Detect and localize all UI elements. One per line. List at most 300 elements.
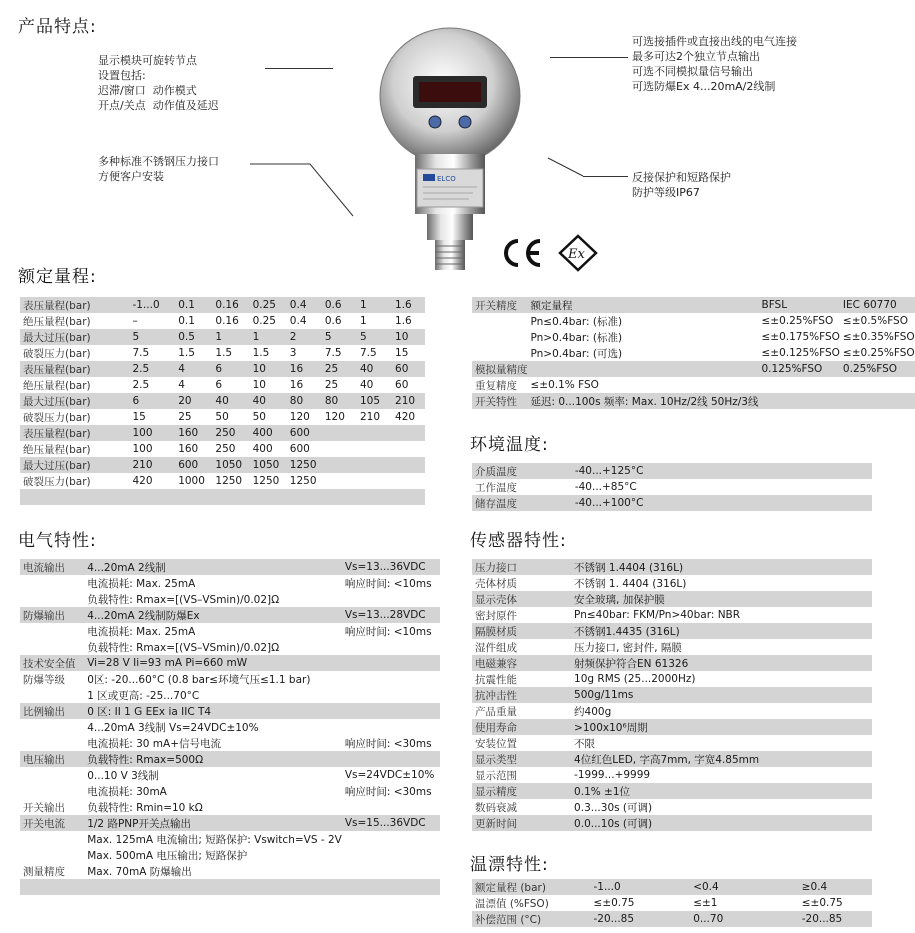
sensor-row [472,815,872,831]
ranges-value-cell: 80 [287,393,322,409]
electrical-row [20,783,440,799]
switching-value-cell: Pn>0.4bar: (可选) [528,345,759,361]
electrical-value-cell [342,719,440,735]
electrical-value-cell [342,703,440,719]
feature-note-protection: 反接保护和短路保护 防护等级IP67 [632,171,731,199]
switching-value-cell: BFSL [759,297,840,313]
electrical-label-cell: 开关电流 [20,815,84,831]
sensor-value-cell: >100x10⁶周期 [571,719,872,735]
ranges-value-cell: 400 [250,425,287,441]
ranges-value-cell: 0.6 [322,313,357,329]
sensor-value-cell: 安全玻璃, 加保护膜 [571,591,872,607]
ranges-value-cell: 600 [287,441,322,457]
electrical-value-cell: 响应时间: <30ms [342,735,440,751]
ranges-value-cell [322,457,357,473]
ranges-value-cell [357,441,392,457]
ranges-row [20,297,425,313]
ranges-value-cell: 6 [212,377,249,393]
electrical-table [20,559,440,895]
ranges-value-cell: 0.25 [250,297,287,313]
sensor-row [472,719,872,735]
ranges-row [20,393,425,409]
switching-value-cell: ≤±0.1% FSO [528,377,759,393]
electrical-label-cell [20,687,84,703]
ranges-value-cell: 120 [322,409,357,425]
ranges-row [20,345,425,361]
electrical-value-cell: Vs=24VDC±10% [342,767,440,783]
ranges-heading: 额定量程: [18,267,97,287]
switching-label-cell: 重复精度 [472,377,528,393]
ranges-value-cell: 1.5 [212,345,249,361]
switching-table [472,297,915,409]
sensor-value-cell: 不锈钢 1. 4404 (316L) [571,575,872,591]
sensor-value-cell: 压力接口, 密封件, 隔膜 [571,639,872,655]
env-heading: 环境温度: [470,435,549,455]
sensor-label-cell: 安装位置 [472,735,571,751]
ranges-value-cell [175,489,212,505]
electrical-value-cell: 响应时间: <10ms [342,623,440,639]
electrical-value-cell: 电流损耗: 30 mA+信号电流 [84,735,342,751]
sensor-label-cell: 更新时间 [472,815,571,831]
switching-row [472,377,915,393]
electrical-row [20,767,440,783]
ranges-value-cell: 60 [392,361,425,377]
env-label-cell: 介质温度 [472,463,572,479]
electrical-value-cell: 4...20mA 2线制 [84,559,342,575]
electrical-value-cell: 1/2 路PNP开关点输出 [84,815,342,831]
electrical-row [20,623,440,639]
ranges-value-cell [357,425,392,441]
drift-label-cell: 额定量程 (bar) [472,879,591,895]
ranges-label-cell: 绝压量程(bar) [20,313,129,329]
ranges-value-cell: 2 [287,329,322,345]
ranges-value-cell: 50 [250,409,287,425]
electrical-row [20,607,440,623]
ranges-value-cell: 20 [175,393,212,409]
sensor-label-cell: 电磁兼容 [472,655,571,671]
electrical-value-cell: 电流损耗: 30mA [84,783,342,799]
ranges-label-cell: 最大过压(bar) [20,329,129,345]
sensor-row [472,607,872,623]
ranges-value-cell [287,489,322,505]
electrical-value-cell: Vs=13...28VDC [342,607,440,623]
ranges-value-cell: 1 [357,297,392,313]
switching-value-cell: 0.25%FSO [840,361,915,377]
ranges-value-cell: 0.5 [175,329,212,345]
electrical-label-cell [20,591,84,607]
electrical-value-cell [342,863,440,879]
sensor-label-cell: 密封原件 [472,607,571,623]
electrical-value-cell: 0 区: II 1 G EEx ia IIC T4 [84,703,342,719]
switching-value-cell: ≤±0.35%FSO [840,329,915,345]
electrical-row [20,799,440,815]
ranges-value-cell: 210 [129,457,175,473]
switching-label-cell: 开关特性 [472,393,528,409]
sensor-label-cell: 隔膜材质 [472,623,571,639]
electrical-value-cell: 电流损耗: Max. 25mA [84,623,342,639]
ranges-value-cell: 600 [175,457,212,473]
ranges-value-cell: 1050 [212,457,249,473]
switching-value-cell: Pn>0.4bar: (标准) [528,329,759,345]
switching-value-cell [840,393,915,409]
electrical-label-cell [20,847,84,863]
ranges-value-cell: 210 [392,393,425,409]
switching-value-cell [759,377,840,393]
drift-value-cell: ≥0.4 [799,879,872,895]
electrical-row [20,831,440,847]
ranges-value-cell: – [129,313,175,329]
ranges-value-cell [250,489,287,505]
sensor-value-cell: Pn≤40bar: FKM/Pn>40bar: NBR [571,607,872,623]
ranges-label-cell: 绝压量程(bar) [20,377,129,393]
electrical-row [20,655,440,671]
sensor-label-cell: 显示类型 [472,751,571,767]
switching-row [472,361,915,377]
electrical-value-cell: Max. 500mA 电压输出; 短路保护 [84,847,342,863]
electrical-row [20,703,440,719]
switching-value-cell: ≤±0.25%FSO [759,313,840,329]
drift-row [472,911,872,927]
sensor-value-cell: 约400g [571,703,872,719]
ranges-value-cell: 3 [287,345,322,361]
electrical-value-cell: Vs=13...36VDC [342,559,440,575]
electrical-value-cell: 4...20mA 2线制防爆Ex [84,607,342,623]
ranges-value-cell: 15 [129,409,175,425]
electrical-label-cell [20,783,84,799]
ranges-value-cell: 100 [129,441,175,457]
electrical-value-cell: Vs=15...36VDC [342,815,440,831]
sensor-label-cell: 使用寿命 [472,719,571,735]
ranges-value-cell: 1250 [287,473,322,489]
electrical-label-cell: 电流输出 [20,559,84,575]
switching-label-cell: 模拟量精度 [472,361,528,377]
ranges-value-cell: 0.25 [250,313,287,329]
switching-value-cell: ≤±0.25%FSO [840,345,915,361]
electrical-row [20,815,440,831]
drift-value-cell: 0...70 [690,911,799,927]
electrical-label-cell: 开关输出 [20,799,84,815]
ranges-value-cell: 25 [322,361,357,377]
electrical-row [20,591,440,607]
switching-value-cell: IEC 60770 [840,297,915,313]
sensor-value-cell: 10g RMS (25...2000Hz) [571,671,872,687]
electrical-value-cell [342,687,440,703]
ranges-label-cell: 破裂压力(bar) [20,473,129,489]
ranges-value-cell: 10 [392,329,425,345]
electrical-value-cell: 电流损耗: Max. 25mA [84,575,342,591]
ranges-value-cell: 0.1 [175,313,212,329]
switching-value-cell: Pn≤0.4bar: (标准) [528,313,759,329]
env-value-cell: -40...+85°C [572,479,872,495]
electrical-row [20,847,440,863]
ranges-value-cell [392,457,425,473]
electrical-label-cell: 电压输出 [20,751,84,767]
ranges-value-cell: 210 [357,409,392,425]
ranges-row [20,361,425,377]
feature-note-display: 显示模块可旋转节点 设置包括: 迟滞/窗口 动作模式 开点/关点 动作值及延迟 [98,54,219,112]
drift-value-cell: <0.4 [690,879,799,895]
electrical-value-cell [342,879,440,895]
ranges-value-cell: 2.5 [129,377,175,393]
switching-value-cell [759,393,840,409]
ranges-value-cell: 7.5 [357,345,392,361]
drift-heading: 温漂特性: [470,855,549,875]
ranges-table [20,297,425,505]
ranges-value-cell: 1 [250,329,287,345]
ranges-value-cell: 16 [287,377,322,393]
ranges-value-cell: 50 [212,409,249,425]
electrical-label-cell [20,639,84,655]
switching-label-cell: 开关精度 [472,297,528,313]
sensor-row [472,623,872,639]
ranges-value-cell: 600 [287,425,322,441]
ranges-row [20,313,425,329]
sensor-row [472,735,872,751]
sensor-value-cell: 不锈钢1.4435 (316L) [571,623,872,639]
electrical-value-cell [342,591,440,607]
env-value-cell: -40...+125°C [572,463,872,479]
switching-value-cell: 0.125%FSO [759,361,840,377]
ranges-value-cell: 6 [212,361,249,377]
ranges-row [20,489,425,505]
feature-note-outputs: 可选接插件或直接出线的电气连接 最多可达2个独立节点输出 可选不同模拟量信号输出 可选防爆Ex 4...20mA/2线制 [632,35,797,93]
electrical-row [20,879,440,895]
ranges-label-cell: 最大过压(bar) [20,457,129,473]
env-table [472,463,872,511]
ranges-value-cell: 15 [392,345,425,361]
electrical-row [20,671,440,687]
ex-mark-icon [557,234,599,272]
ranges-value-cell: 250 [212,425,249,441]
ranges-value-cell [322,441,357,457]
ranges-value-cell: 60 [392,377,425,393]
sensor-row [472,671,872,687]
electrical-label-cell [20,767,84,783]
brand-logo: ELCO [437,175,456,183]
ranges-value-cell: 250 [212,441,249,457]
electrical-value-cell: 负载特性: Rmax=500Ω [84,751,342,767]
switching-row [472,313,915,329]
ranges-label-cell: 破裂压力(bar) [20,345,129,361]
ranges-row [20,329,425,345]
ranges-value-cell: 0.6 [322,297,357,313]
ranges-value-cell: 400 [250,441,287,457]
ranges-value-cell: 7.5 [129,345,175,361]
switching-row [472,393,915,409]
ranges-label-cell: 最大过压(bar) [20,393,129,409]
ranges-value-cell [392,441,425,457]
env-row [472,479,872,495]
env-row [472,495,872,511]
ranges-value-cell: 420 [392,409,425,425]
sensor-value-cell: 0.1% ±1位 [571,783,872,799]
ranges-value-cell [392,489,425,505]
sensor-row [472,639,872,655]
electrical-value-cell: Max. 125mA 电流输出; 短路保护: Vswitch=VS - 2V [84,831,342,847]
ranges-value-cell: 40 [357,361,392,377]
env-label-cell: 工作温度 [472,479,572,495]
electrical-row [20,863,440,879]
electrical-row [20,559,440,575]
sensor-label-cell: 数码衰减 [472,799,571,815]
sensor-row [472,687,872,703]
electrical-value-cell [84,879,342,895]
electrical-row [20,639,440,655]
electrical-label-cell [20,735,84,751]
ranges-value-cell: 1250 [250,473,287,489]
drift-value-cell: ≤±0.75 [591,895,691,911]
sensor-row [472,751,872,767]
ranges-value-cell: 1250 [212,473,249,489]
ranges-value-cell [322,489,357,505]
ranges-value-cell: 7.5 [322,345,357,361]
ranges-label-cell: 表压量程(bar) [20,297,129,313]
electrical-value-cell [342,847,440,863]
switching-value-cell: ≤±0.175%FSO [759,329,840,345]
drift-label-cell: 温漂值 (%FSO) [472,895,591,911]
electrical-row [20,575,440,591]
switching-label-cell [472,313,528,329]
sensor-value-cell: 射频保护符合EN 61326 [571,655,872,671]
ranges-value-cell: 420 [129,473,175,489]
switching-row [472,329,915,345]
ranges-value-cell: 160 [175,425,212,441]
drift-row [472,879,872,895]
electrical-label-cell: 比例输出 [20,703,84,719]
ranges-value-cell: 10 [250,377,287,393]
switching-row [472,297,915,313]
svg-text:Ex: Ex [568,247,585,262]
ranges-value-cell: 25 [175,409,212,425]
sensor-value-cell: 500g/11ms [571,687,872,703]
ranges-value-cell [392,473,425,489]
ranges-label-cell [20,489,129,505]
switching-value-cell [840,377,915,393]
sensor-value-cell: -1999...+9999 [571,767,872,783]
ranges-row [20,441,425,457]
electrical-value-cell: 负载特性: Rmax=[(VS–VSmin)/0.02]Ω [84,591,342,607]
sensor-row [472,799,872,815]
sensor-row [472,591,872,607]
sensor-label-cell: 显示精度 [472,783,571,799]
sensor-value-cell: 4位红色LED, 字高7mm, 字宽4.85mm [571,751,872,767]
ranges-value-cell: 40 [212,393,249,409]
ranges-value-cell [357,457,392,473]
drift-label-cell: 补偿范围 (°C) [472,911,591,927]
sensor-label-cell: 湿件组成 [472,639,571,655]
drift-value-cell: ≤±0.75 [799,895,872,911]
electrical-label-cell: 防爆等级 [20,671,84,687]
drift-value-cell: ≤±1 [690,895,799,911]
electrical-value-cell [342,751,440,767]
sensor-row [472,783,872,799]
feature-note-connection: 多种标准不锈钢压力接口 方便客户安装 [98,155,219,183]
ranges-value-cell: 1.6 [392,313,425,329]
electrical-label-cell [20,879,84,895]
electrical-label-cell [20,623,84,639]
features-heading: 产品特点: [18,17,97,37]
electrical-value-cell [342,655,440,671]
sensor-heading: 传感器特性: [470,531,567,551]
sensor-value-cell: 不限 [571,735,872,751]
ranges-label-cell: 绝压量程(bar) [20,441,129,457]
ce-mark-icon [500,237,544,269]
ranges-value-cell: 4 [175,377,212,393]
electrical-label-cell: 测量精度 [20,863,84,879]
electrical-value-cell [342,671,440,687]
drift-value-cell: -20...85 [799,911,872,927]
ranges-value-cell: 2.5 [129,361,175,377]
ranges-value-cell: 25 [322,377,357,393]
drift-value-cell: -20...85 [591,911,691,927]
ranges-value-cell: 160 [175,441,212,457]
sensor-label-cell: 抗冲击性 [472,687,571,703]
switching-label-cell [472,345,528,361]
ranges-value-cell: 0.16 [212,313,249,329]
switching-value-cell [528,361,759,377]
electrical-value-cell: 响应时间: <30ms [342,783,440,799]
electrical-value-cell [342,831,440,847]
ranges-value-cell: 1.5 [175,345,212,361]
ranges-label-cell: 表压量程(bar) [20,361,129,377]
ranges-value-cell [322,425,357,441]
sensor-label-cell: 产品重量 [472,703,571,719]
ranges-row [20,457,425,473]
ranges-value-cell: 100 [129,425,175,441]
ranges-row [20,425,425,441]
electrical-value-cell: Vi=28 V Ii=93 mA Pi=660 mW [84,655,342,671]
env-value-cell: -40...+100°C [572,495,872,511]
ranges-value-cell [357,489,392,505]
electrical-value-cell: 0区: -20...60°C (0.8 bar≤环境气压≤1.1 bar) [84,671,342,687]
electrical-row [20,687,440,703]
ranges-value-cell: 80 [322,393,357,409]
drift-value-cell: -1...0 [591,879,691,895]
ranges-value-cell [322,473,357,489]
electrical-value-cell: 1 区或更高: -25...70°C [84,687,342,703]
sensor-label-cell: 压力接口 [472,559,571,575]
sensor-table [472,559,872,831]
sensor-label-cell: 抗震性能 [472,671,571,687]
ranges-value-cell: 105 [357,393,392,409]
down-button-icon [429,116,441,128]
switching-row [472,345,915,361]
electrical-row [20,751,440,767]
ranges-value-cell: 0.16 [212,297,249,313]
sensor-row [472,767,872,783]
electrical-value-cell: 0...10 V 3线制 [84,767,342,783]
electrical-label-cell [20,831,84,847]
sensor-label-cell: 显示壳体 [472,591,571,607]
electrical-value-cell [342,799,440,815]
ranges-label-cell: 破裂压力(bar) [20,409,129,425]
ranges-value-cell [212,489,249,505]
sensor-label-cell: 显示范围 [472,767,571,783]
electrical-heading: 电气特性: [18,531,97,551]
ranges-value-cell: 5 [357,329,392,345]
switching-label-cell [472,329,528,345]
ranges-value-cell: 40 [357,377,392,393]
ranges-value-cell: 0.4 [287,313,322,329]
up-button-icon [459,116,471,128]
switching-value-cell: ≤±0.125%FSO [759,345,840,361]
switching-value-cell: ≤±0.5%FSO [840,313,915,329]
ranges-value-cell [129,489,175,505]
electrical-value-cell: 4...20mA 3线制 Vs=24VDC±10% [84,719,342,735]
ranges-value-cell: 1250 [287,457,322,473]
ranges-row [20,473,425,489]
electrical-label-cell [20,719,84,735]
